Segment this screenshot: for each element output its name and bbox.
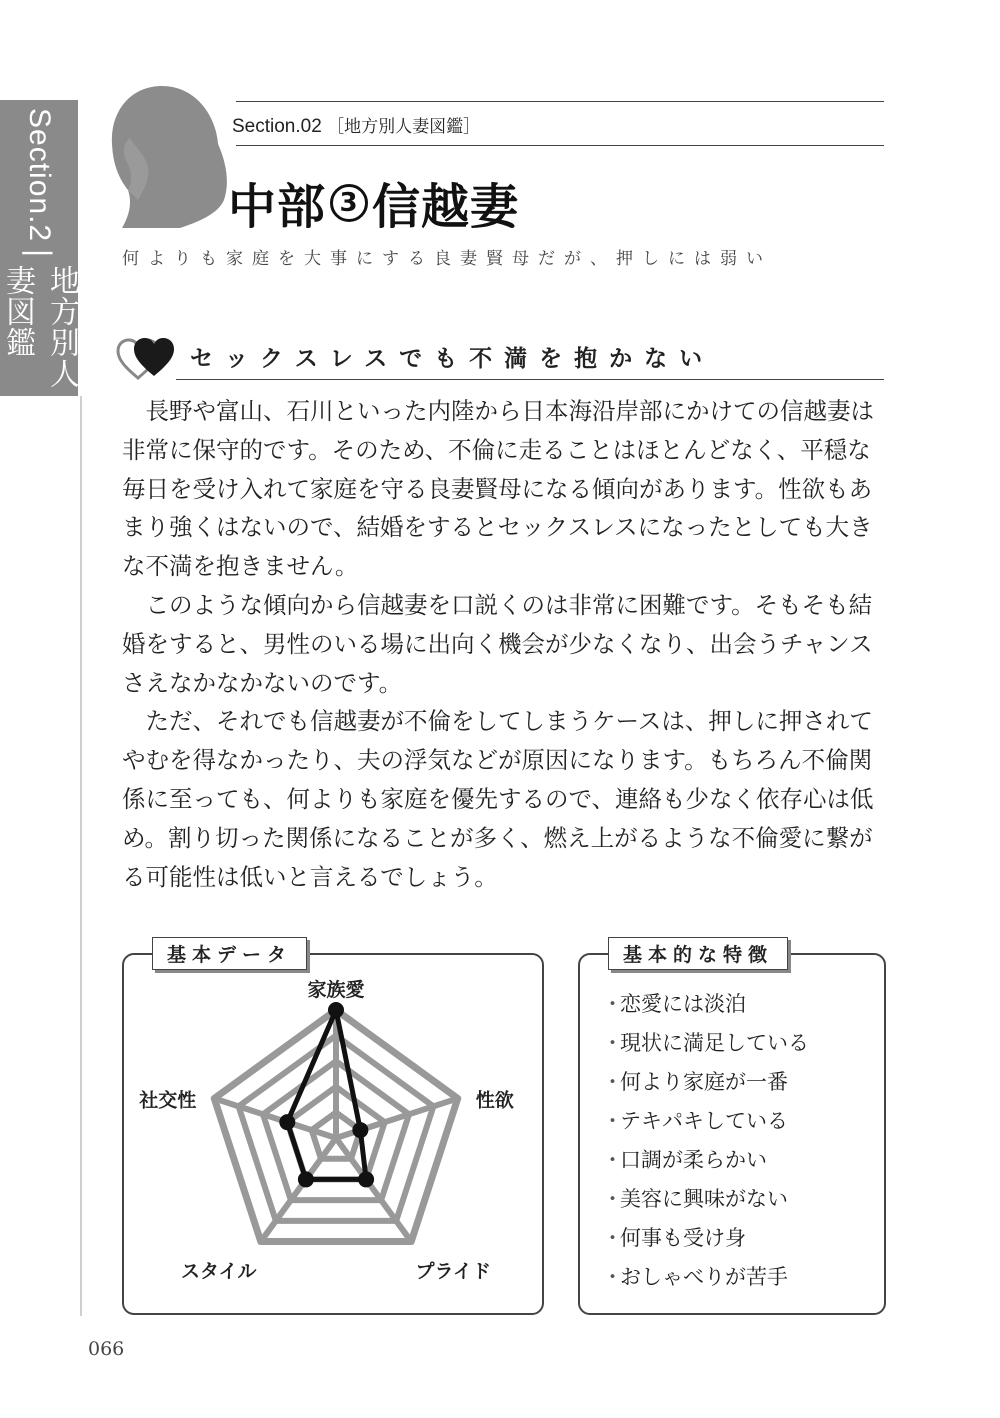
title-region: 中部 (228, 179, 327, 235)
section-subheading: セックスレスでも不満を抱かない (190, 346, 715, 372)
body-text (122, 392, 890, 896)
section-number: Section.02 (232, 116, 322, 137)
side-divider (80, 396, 82, 1316)
radar-chart (124, 970, 542, 1310)
body-line: まり強くはないので、結婚をするとセックスレスになったとしても大き (122, 513, 873, 542)
woman-silhouette-icon (100, 82, 230, 232)
side-tab-text (0, 100, 78, 396)
page-title (228, 168, 519, 237)
traits-list (602, 985, 809, 1297)
title-circled-number: 3 (330, 184, 368, 222)
trait-item (602, 1024, 809, 1063)
body-line: 係に至っても、何よりも家庭を優先するので、連絡も少なく依存心は低 (122, 784, 874, 813)
radar-grid (214, 1010, 457, 1242)
trait-text: テキパキしている (620, 1109, 788, 1133)
trait-text: 恋愛には淡泊 (620, 992, 746, 1016)
bullet: ・ (602, 1226, 623, 1250)
radar-axis-labels (138, 978, 514, 1283)
side-tab-section: Section.2 (23, 108, 56, 243)
trait-item (602, 1180, 809, 1219)
body-line: ただ、それでも信越妻が不倫をしてしまうケースは、押しに押されて (122, 707, 873, 736)
trait-item (602, 1258, 809, 1297)
radar-point (358, 1171, 374, 1187)
bullet: ・ (602, 992, 623, 1016)
radar-axis-label: 性欲 (475, 1089, 514, 1112)
body-line: このような傾向から信越妻を口説くのは非常に困難です。そもそも結 (122, 590, 873, 619)
bullet: ・ (602, 1148, 623, 1172)
trait-item (602, 1102, 809, 1141)
body-paragraph-3 (122, 702, 890, 896)
trait-text: 口調が柔らかい (620, 1148, 767, 1172)
radar-axis-label: スタイル (180, 1260, 257, 1283)
radar-axis-label: 家族愛 (307, 979, 365, 1001)
radar-point (279, 1114, 295, 1130)
body-line: さえなかなかないのです。 (122, 668, 403, 697)
bullet: ・ (602, 1031, 623, 1055)
bullet: ・ (602, 1070, 623, 1094)
trait-item (602, 1141, 809, 1180)
body-paragraph-2 (122, 586, 890, 702)
section-name: ［地方別人妻図鑑］ (327, 117, 481, 137)
body-line: る可能性は低いと言えるでしょう。 (122, 862, 498, 891)
radar-point (298, 1171, 314, 1187)
section-label (232, 112, 480, 138)
body-paragraph-1 (122, 392, 890, 586)
page-number: 066 (88, 1338, 125, 1360)
bullet: ・ (602, 1265, 623, 1289)
trait-item (602, 1063, 809, 1102)
body-line: 毎日を受け入れて家庭を守る良妻賢母になる傾向があります。性欲もあ (122, 474, 873, 503)
bullet: ・ (602, 1187, 623, 1211)
page-subtitle: 何よりも家庭を大事にする良妻賢母だが、押しには弱い (122, 249, 772, 269)
trait-text: 美容に興味がない (620, 1187, 788, 1211)
title-type: 信越妻 (372, 179, 520, 235)
trait-text: 現状に満足している (620, 1031, 809, 1055)
traits-label: 基本的な特徴 (608, 937, 788, 970)
header-rule-top (236, 101, 884, 102)
trait-text: 何事も受け身 (620, 1226, 746, 1250)
trait-text: 何より家庭が一番 (620, 1070, 788, 1094)
radar-axis-label: 社交性 (139, 1089, 197, 1112)
trait-text: おしゃべりが苦手 (620, 1265, 788, 1289)
trait-item (602, 985, 809, 1024)
subheading-rule (176, 379, 884, 380)
radar-point (328, 1002, 344, 1018)
body-line: 非常に保守的です。そのため、不倫に走ることはほとんどなく、平穏な (122, 435, 871, 464)
radar-axis-label: プライド (415, 1260, 491, 1283)
body-line: め。割り切った関係になることが多く、燃え上がるような不倫愛に繋が (122, 823, 873, 852)
body-line: な不満を抱きません。 (122, 552, 359, 581)
bullet: ・ (602, 1109, 623, 1133)
body-line: 長野や富山、石川といった内陸から日本海沿岸部にかけての信越妻は (122, 397, 874, 425)
header-rule-mid (236, 145, 884, 146)
radar-point (352, 1122, 368, 1138)
body-line: やむを得なかったり、夫の浮気などが原因になります。もちろん不倫関 (122, 746, 873, 775)
body-line: 婚をすると、男性のいる場に出向く機会が少なくなり、出会うチャンス (122, 629, 873, 658)
side-tab-title: 地方別人妻図鑑 (0, 265, 79, 390)
basic-data-label: 基本データ (152, 937, 307, 970)
trait-item (602, 1219, 809, 1258)
side-tab-separator: | (21, 248, 57, 260)
hearts-icon (116, 334, 176, 382)
